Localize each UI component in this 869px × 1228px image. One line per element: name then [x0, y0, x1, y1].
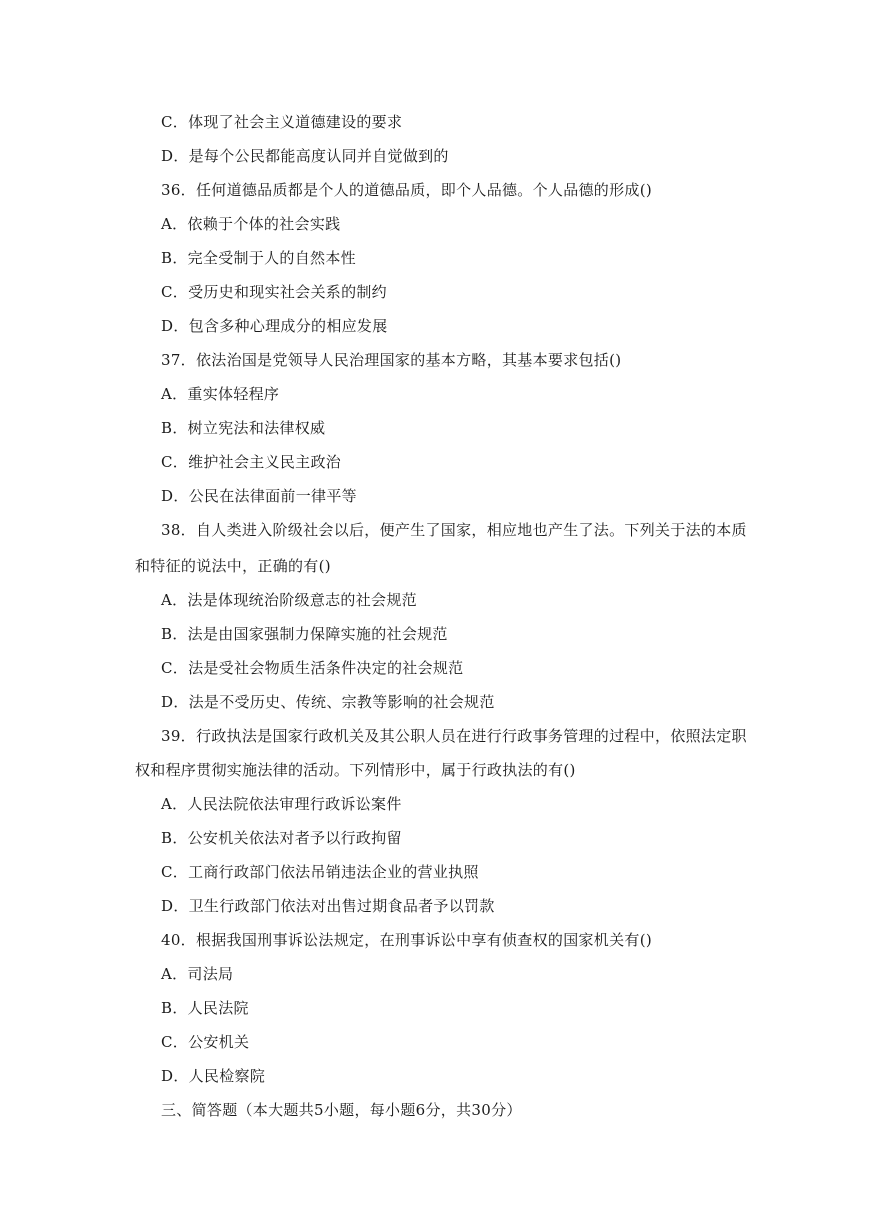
option-line: A．重实体轻程序 — [161, 385, 280, 403]
question-38: 38．自人类进入阶级社会以后，便产生了国家，相应地也产生了法。下列关于法的本质 — [161, 521, 747, 539]
question-37: 37．依法治国是党领导人民治理国家的基本方略，其基本要求包括() — [161, 351, 622, 369]
option-line: D．包含多种心理成分的相应发展 — [161, 317, 388, 335]
question-39-continued: 权和程序贯彻实施法律的活动。下列情形中，属于行政执法的有() — [135, 761, 576, 779]
option-line: B．公安机关依法对者予以行政拘留 — [161, 829, 402, 847]
option-line: D．卫生行政部门依法对出售过期食品者予以罚款 — [161, 897, 495, 915]
section-heading: 三、简答题（本大题共5小题，每小题6分，共30分） — [161, 1101, 522, 1119]
option-line: D．人民检察院 — [161, 1067, 266, 1085]
question-40: 40．根据我国刑事诉讼法规定，在刑事诉讼中享有侦查权的国家机关有() — [161, 931, 652, 949]
option-line: C．体现了社会主义道德建设的要求 — [161, 113, 403, 131]
option-line: D．是每个公民都能高度认同并自觉做到的 — [161, 147, 449, 165]
question-36: 36．任何道德品质都是个人的道德品质，即个人品德。个人品德的形成() — [161, 181, 652, 199]
option-line: C．维护社会主义民主政治 — [161, 453, 342, 471]
option-line: C．公安机关 — [161, 1033, 250, 1051]
option-line: B．法是由国家强制力保障实施的社会规范 — [161, 625, 448, 643]
option-line: C．受历史和现实社会关系的制约 — [161, 283, 387, 301]
option-line: D．公民在法律面前一律平等 — [161, 487, 357, 505]
option-line: A．依赖于个体的社会实践 — [161, 215, 341, 233]
option-line: A．司法局 — [161, 965, 234, 983]
question-39: 39．行政执法是国家行政机关及其公职人员在进行行政事务管理的过程中，依照法定职 — [161, 727, 747, 745]
option-line: D．法是不受历史、传统、宗教等影响的社会规范 — [161, 693, 495, 711]
option-line: C．法是受社会物质生活条件决定的社会规范 — [161, 659, 464, 677]
option-line: B．人民法院 — [161, 999, 249, 1017]
option-line: B．树立宪法和法律权威 — [161, 419, 326, 437]
option-line: C．工商行政部门依法吊销违法企业的营业执照 — [161, 863, 479, 881]
option-line: B．完全受制于人的自然本性 — [161, 249, 356, 267]
question-38-continued: 和特征的说法中，正确的有() — [135, 557, 331, 575]
option-line: A．人民法院依法审理行政诉讼案件 — [161, 795, 402, 813]
option-line: A．法是体现统治阶级意志的社会规范 — [161, 591, 417, 609]
